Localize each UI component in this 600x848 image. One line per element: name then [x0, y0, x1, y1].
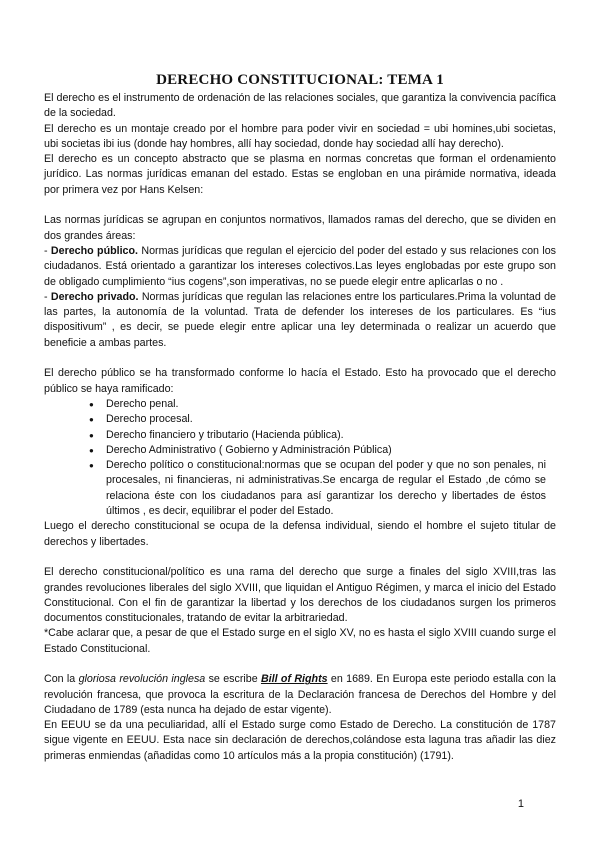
- text-run: se escribe: [205, 673, 261, 686]
- document-page: [44, 72, 556, 764]
- paragraph-aclaracion: *Cabe aclarar que, a pesar de que el Estado surge en el siglo XV, no es hasta el siglo XVIII cuando surge el Estado Constitucional.: [44, 627, 556, 655]
- paragraph-montaje: El derecho es un montaje creado por el hombre para poder vivir en sociedad = ubi homines,ubi societas, ubi societas ibi ius (donde hay hombres, allí hay sociedad, donde hay sociedad allí hay derecho).: [44, 122, 556, 150]
- spacer: [44, 657, 556, 672]
- gloriosa-revolucion: gloriosa revolución inglesa: [78, 673, 206, 686]
- derecho-privado-label: Derecho privado.: [50, 290, 139, 303]
- list-item: ● Derecho financiero y tributario (Hacienda pública).: [106, 428, 556, 443]
- paragraph-derecho-privado: [44, 290, 556, 351]
- paragraph-rama-constitucional: El derecho constitucional/político es una rama del derecho que surge a finales del siglo XVIII,tras las grandes revoluciones liberales del siglo XVIII, que liquidan el Antiguo Régimen, y marca el inicio del Estado Constitucional. Con el fin de garantizar la libertad y los derechos de los ciudadanos surgen los primeros documentos constitucionales, tratando de evitar la arbitrariedad.: [44, 566, 556, 625]
- dash: -: [44, 244, 51, 257]
- bill-of-rights: Bill of Rights: [260, 673, 328, 686]
- bullet-list: [44, 397, 556, 519]
- paragraph-derecho-publico: [44, 244, 556, 290]
- paragraph-ramas: Las normas jurídicas se agrupan en conjuntos normativos, llamados ramas del derecho, que se dividen en dos grandes áreas:: [44, 214, 556, 242]
- document-title: DERECHO CONSTITUCIONAL: TEMA 1: [156, 72, 444, 88]
- paragraph-ramificacion: El derecho público se ha transformado conforme lo hacía el Estado. Esto ha provocado que el derecho público se haya ramificado:: [44, 367, 556, 395]
- paragraph-definition: El derecho es el instrumento de ordenación de las relaciones sociales, que garantiza la convivencia pacífica de la sociedad.: [44, 92, 556, 120]
- text-run: en 1689. En Europa este periodo estalla con la revolución francesa, que provoca la escritura de la Declaración francesa de Derechos del Hombre y del Ciudadano de 1789 (esta nunca ha dejado de estar vigente).: [44, 673, 556, 716]
- text-run: Con la: [44, 673, 79, 686]
- list-item: ● Derecho Administrativo ( Gobierno y Administración Pública): [106, 443, 556, 458]
- paragraph-defensa-individual: Luego el derecho constitucional se ocupa de la defensa individual, siendo el hombre el sujeto titular de derechos y libertades.: [44, 520, 556, 548]
- dash: -: [44, 290, 51, 303]
- paragraph-concepto: El derecho es un concepto abstracto que se plasma en normas concretas que forman el ordenamiento jurídico. Las normas jurídicas emanan del estado. Estas se engloban en una pirámide normativa, ideada por primera vez por Hans Kelsen:: [44, 153, 556, 196]
- spacer: [44, 550, 556, 565]
- spacer: [44, 351, 556, 366]
- paragraph-historia: [44, 672, 556, 718]
- spacer: [44, 198, 556, 213]
- derecho-publico-label: Derecho público.: [50, 244, 139, 257]
- page-number: 1: [517, 798, 524, 810]
- list-item: ● Derecho penal.: [106, 397, 556, 412]
- derecho-privado-text: Normas jurídicas que regulan las relaciones entre los particulares.Prima la voluntad de las partes, la autonomía de la voluntad. Trata de defender los intereses de los particulares. Es “ius dispositivum” , es decir, se puede elegir entre aplicar una ley determinada o realizar un acuerdo que beneficie a ambas partes.: [44, 290, 556, 349]
- paragraph-eeuu: En EEUU se da una peculiaridad, allí el Estado surge como Estado de Derecho. La constitución de 1787 sigue vigente en EEUU. Esta nace sin declaración de derechos,colándose esta laguna tras añadir las diez primeras enmiendas (añadidas como 10 artículos más a la propia constitución) (1791).: [44, 719, 556, 762]
- list-item: ● Derecho procesal.: [106, 412, 556, 427]
- list-item: ● Derecho político o constitucional:normas que se ocupan del poder y que no son penales, ni procesales, ni financieras, ni administrativas.Se encarga de regular el Estado ,de cómo se relaciona éste con los ciudadanos para así garantizar los derecho y libertades de éstos últimos , es decir, equilibrar el poder del Estado.: [106, 458, 556, 519]
- derecho-publico-text: Normas jurídicas que regulan el ejercicio del poder del estado y sus relaciones con los ciudadanos. Está orientado a garantizar los intereses colectivos.Las leyes englobadas por este grupo son de obligado cumplimiento “ius cogens”,son imperativas, no se puede elegir entre aplicarlas o no .: [44, 244, 557, 288]
